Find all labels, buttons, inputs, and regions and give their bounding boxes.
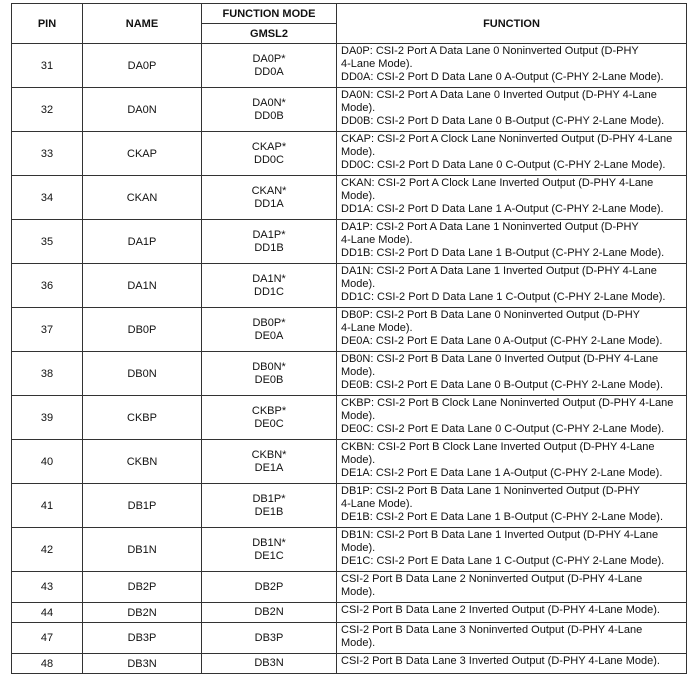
function-cell xyxy=(337,220,687,264)
function-mode-cell xyxy=(202,440,337,484)
function-line: CSI-2 Port B Data Lane 2 Noninverted Output (D-PHY 4-Lane xyxy=(341,573,643,585)
function-mode-line: DB3P xyxy=(254,631,284,644)
table-row xyxy=(12,220,687,264)
name-cell: DB0P xyxy=(83,308,202,352)
pin-cell: 41 xyxy=(12,484,83,528)
function-cell xyxy=(337,352,687,396)
function-line: CKBN: CSI-2 Port B Clock Lane Inverted Output (D-PHY 4-Lane xyxy=(341,441,655,453)
function-mode-cell xyxy=(202,352,337,396)
function-line: Mode). xyxy=(341,410,376,422)
function-mode-line: DE1B xyxy=(254,505,284,518)
function-mode-line: CKAN* xyxy=(251,184,287,197)
function-line: DE1A: CSI-2 Port E Data Lane 1 A-Output (C-PHY 2-Lane Mode). xyxy=(341,467,663,479)
function-line: Mode). xyxy=(341,637,376,649)
table-row xyxy=(12,440,687,484)
function-line: Mode). xyxy=(341,146,376,158)
function-line: 4-Lane Mode). xyxy=(341,58,413,70)
function-cell xyxy=(337,176,687,220)
function-line: 4-Lane Mode). xyxy=(341,322,413,334)
function-mode-line: DE1A xyxy=(254,461,284,474)
function-line: DA0P: CSI-2 Port A Data Lane 0 Noninverted Output (D-PHY xyxy=(341,45,639,57)
table-row xyxy=(12,44,687,88)
function-mode-cell xyxy=(202,132,337,176)
function-cell xyxy=(337,603,687,623)
name-cell: DB1P xyxy=(83,484,202,528)
function-line: Mode). xyxy=(341,102,376,114)
table-row xyxy=(12,88,687,132)
function-mode-cell xyxy=(202,396,337,440)
function-line: CKAN: CSI-2 Port A Clock Lane Inverted Output (D-PHY 4-Lane xyxy=(341,177,654,189)
table-row xyxy=(12,264,687,308)
table-row xyxy=(12,352,687,396)
function-mode-line: DD1B xyxy=(254,241,284,254)
function-line: DD1C: CSI-2 Port D Data Lane 1 C-Output (C-PHY 2-Lane Mode). xyxy=(341,291,666,303)
function-line: 4-Lane Mode). xyxy=(341,498,413,510)
function-mode-cell xyxy=(202,308,337,352)
function-cell xyxy=(337,264,687,308)
function-mode-line: DB1P* xyxy=(252,492,286,505)
function-line: DA0N: CSI-2 Port A Data Lane 0 Inverted Output (D-PHY 4-Lane xyxy=(341,89,657,101)
function-line: DE0B: CSI-2 Port E Data Lane 0 B-Output (C-PHY 2-Lane Mode). xyxy=(341,379,664,391)
pin-cell: 31 xyxy=(12,44,83,88)
function-cell xyxy=(337,440,687,484)
function-mode-line: DB0P* xyxy=(252,316,286,329)
pin-cell: 44 xyxy=(12,603,83,623)
table-row xyxy=(12,396,687,440)
function-line: DE0C: CSI-2 Port E Data Lane 0 C-Output (C-PHY 2-Lane Mode). xyxy=(341,423,665,435)
pin-cell: 38 xyxy=(12,352,83,396)
function-line: 4-Lane Mode). xyxy=(341,234,413,246)
name-cell: CKBN xyxy=(83,440,202,484)
function-mode-line: DA0N* xyxy=(252,96,286,109)
function-mode-line: DB2P xyxy=(254,580,284,593)
function-line: Mode). xyxy=(341,586,376,598)
function-mode-cell xyxy=(202,654,337,674)
function-line: Mode). xyxy=(341,190,376,202)
table-row xyxy=(12,572,687,603)
table-row xyxy=(12,528,687,572)
function-line: DB1N: CSI-2 Port B Data Lane 1 Inverted Output (D-PHY 4-Lane xyxy=(341,529,659,541)
name-cell: DB2P xyxy=(83,572,202,603)
function-mode-cell xyxy=(202,176,337,220)
function-mode-line: DE0A xyxy=(254,329,284,342)
function-mode-cell xyxy=(202,88,337,132)
function-line: Mode). xyxy=(341,278,376,290)
function-mode-cell xyxy=(202,484,337,528)
function-mode-line: DB1N* xyxy=(252,536,286,549)
function-mode-cell xyxy=(202,44,337,88)
function-mode-line: DB2N xyxy=(254,606,284,618)
pin-cell: 34 xyxy=(12,176,83,220)
function-mode-line: DB0N* xyxy=(252,360,286,373)
name-cell: DB0N xyxy=(83,352,202,396)
pin-cell: 37 xyxy=(12,308,83,352)
pin-cell: 40 xyxy=(12,440,83,484)
function-mode-cell xyxy=(202,603,337,623)
table-row xyxy=(12,176,687,220)
function-mode-line: DA1P* xyxy=(252,228,286,241)
function-mode-cell xyxy=(202,220,337,264)
function-cell xyxy=(337,44,687,88)
function-mode-line: CKAP* xyxy=(251,140,287,153)
function-line: CKAP: CSI-2 Port A Clock Lane Noninverted Output (D-PHY 4-Lane xyxy=(341,133,673,145)
name-cell: DA1P xyxy=(83,220,202,264)
function-line: Mode). xyxy=(341,454,376,466)
function-mode-line: CKBP* xyxy=(251,404,287,417)
function-mode-line: DA1N* xyxy=(252,272,286,285)
function-mode-cell xyxy=(202,623,337,654)
function-line: DB0N: CSI-2 Port B Data Lane 0 Inverted Output (D-PHY 4-Lane xyxy=(341,353,659,365)
function-mode-line: DE1C xyxy=(254,549,284,562)
name-cell: CKBP xyxy=(83,396,202,440)
table-body xyxy=(12,44,687,674)
function-line: DB1P: CSI-2 Port B Data Lane 1 Noninverted Output (D-PHY xyxy=(341,485,640,497)
pin-cell: 43 xyxy=(12,572,83,603)
function-mode-line: DD0C xyxy=(254,153,284,166)
function-line: CKBP: CSI-2 Port B Clock Lane Noninverted Output (D-PHY 4-Lane xyxy=(341,397,674,409)
function-line: DE1B: CSI-2 Port E Data Lane 1 B-Output (C-PHY 2-Lane Mode). xyxy=(341,511,664,523)
name-cell: CKAP xyxy=(83,132,202,176)
name-cell: CKAN xyxy=(83,176,202,220)
header-function: FUNCTION xyxy=(337,4,687,44)
table-row xyxy=(12,132,687,176)
function-line: DD0A: CSI-2 Port D Data Lane 0 A-Output (C-PHY 2-Lane Mode). xyxy=(341,71,664,83)
pin-function-table xyxy=(11,3,687,674)
function-mode-line: DA0P* xyxy=(252,52,286,65)
name-cell: DA0P xyxy=(83,44,202,88)
function-line: CSI-2 Port B Data Lane 2 Inverted Output (D-PHY 4-Lane Mode). xyxy=(341,604,660,616)
function-mode-line: DE0C xyxy=(254,417,284,430)
function-cell xyxy=(337,396,687,440)
function-cell xyxy=(337,654,687,674)
pin-cell: 32 xyxy=(12,88,83,132)
function-mode-line: DD0A xyxy=(254,65,284,78)
pin-cell: 35 xyxy=(12,220,83,264)
name-cell: DB3N xyxy=(83,654,202,674)
function-line: Mode). xyxy=(341,542,376,554)
function-line: DD0B: CSI-2 Port D Data Lane 0 B-Output (C-PHY 2-Lane Mode). xyxy=(341,115,665,127)
header-function-mode: FUNCTION MODE xyxy=(202,4,337,24)
function-mode-line: DB3N xyxy=(254,657,284,669)
function-cell xyxy=(337,528,687,572)
name-cell: DB1N xyxy=(83,528,202,572)
function-mode-line: DD1A xyxy=(254,197,284,210)
function-cell xyxy=(337,132,687,176)
name-cell: DB3P xyxy=(83,623,202,654)
name-cell: DA0N xyxy=(83,88,202,132)
function-mode-line: DD1C xyxy=(254,285,284,298)
function-line: DB0P: CSI-2 Port B Data Lane 0 Noninverted Output (D-PHY xyxy=(341,309,640,321)
function-mode-line: DD0B xyxy=(254,109,284,122)
function-line: DA1P: CSI-2 Port A Data Lane 1 Noninverted Output (D-PHY xyxy=(341,221,639,233)
function-line: CSI-2 Port B Data Lane 3 Inverted Output (D-PHY 4-Lane Mode). xyxy=(341,655,660,667)
function-line: DE1C: CSI-2 Port E Data Lane 1 C-Output (C-PHY 2-Lane Mode). xyxy=(341,555,665,567)
header-gmsl2: GMSL2 xyxy=(202,24,337,44)
function-cell xyxy=(337,308,687,352)
function-mode-line: CKBN* xyxy=(251,448,287,461)
pin-cell: 33 xyxy=(12,132,83,176)
function-line: CSI-2 Port B Data Lane 3 Noninverted Output (D-PHY 4-Lane xyxy=(341,624,643,636)
table-row xyxy=(12,654,687,674)
function-cell xyxy=(337,623,687,654)
function-line: DA1N: CSI-2 Port A Data Lane 1 Inverted Output (D-PHY 4-Lane xyxy=(341,265,657,277)
function-line: DD1B: CSI-2 Port D Data Lane 1 B-Output (C-PHY 2-Lane Mode). xyxy=(341,247,665,259)
function-line: Mode). xyxy=(341,366,376,378)
pin-cell: 48 xyxy=(12,654,83,674)
function-line: DD1A: CSI-2 Port D Data Lane 1 A-Output (C-PHY 2-Lane Mode). xyxy=(341,203,664,215)
table-row xyxy=(12,623,687,654)
pin-cell: 36 xyxy=(12,264,83,308)
pin-cell: 47 xyxy=(12,623,83,654)
function-cell xyxy=(337,572,687,603)
table-row xyxy=(12,484,687,528)
function-cell xyxy=(337,484,687,528)
function-mode-cell xyxy=(202,528,337,572)
function-mode-cell xyxy=(202,572,337,603)
pin-cell: 39 xyxy=(12,396,83,440)
table-row xyxy=(12,308,687,352)
function-cell xyxy=(337,88,687,132)
name-cell: DA1N xyxy=(83,264,202,308)
function-line: DE0A: CSI-2 Port E Data Lane 0 A-Output (C-PHY 2-Lane Mode). xyxy=(341,335,663,347)
pin-cell: 42 xyxy=(12,528,83,572)
header-pin: PIN xyxy=(12,4,83,44)
function-line: DD0C: CSI-2 Port D Data Lane 0 C-Output (C-PHY 2-Lane Mode). xyxy=(341,159,666,171)
header-name: NAME xyxy=(83,4,202,44)
table-row xyxy=(12,603,687,623)
function-mode-line: DE0B xyxy=(254,373,284,386)
name-cell: DB2N xyxy=(83,603,202,623)
function-mode-cell xyxy=(202,264,337,308)
